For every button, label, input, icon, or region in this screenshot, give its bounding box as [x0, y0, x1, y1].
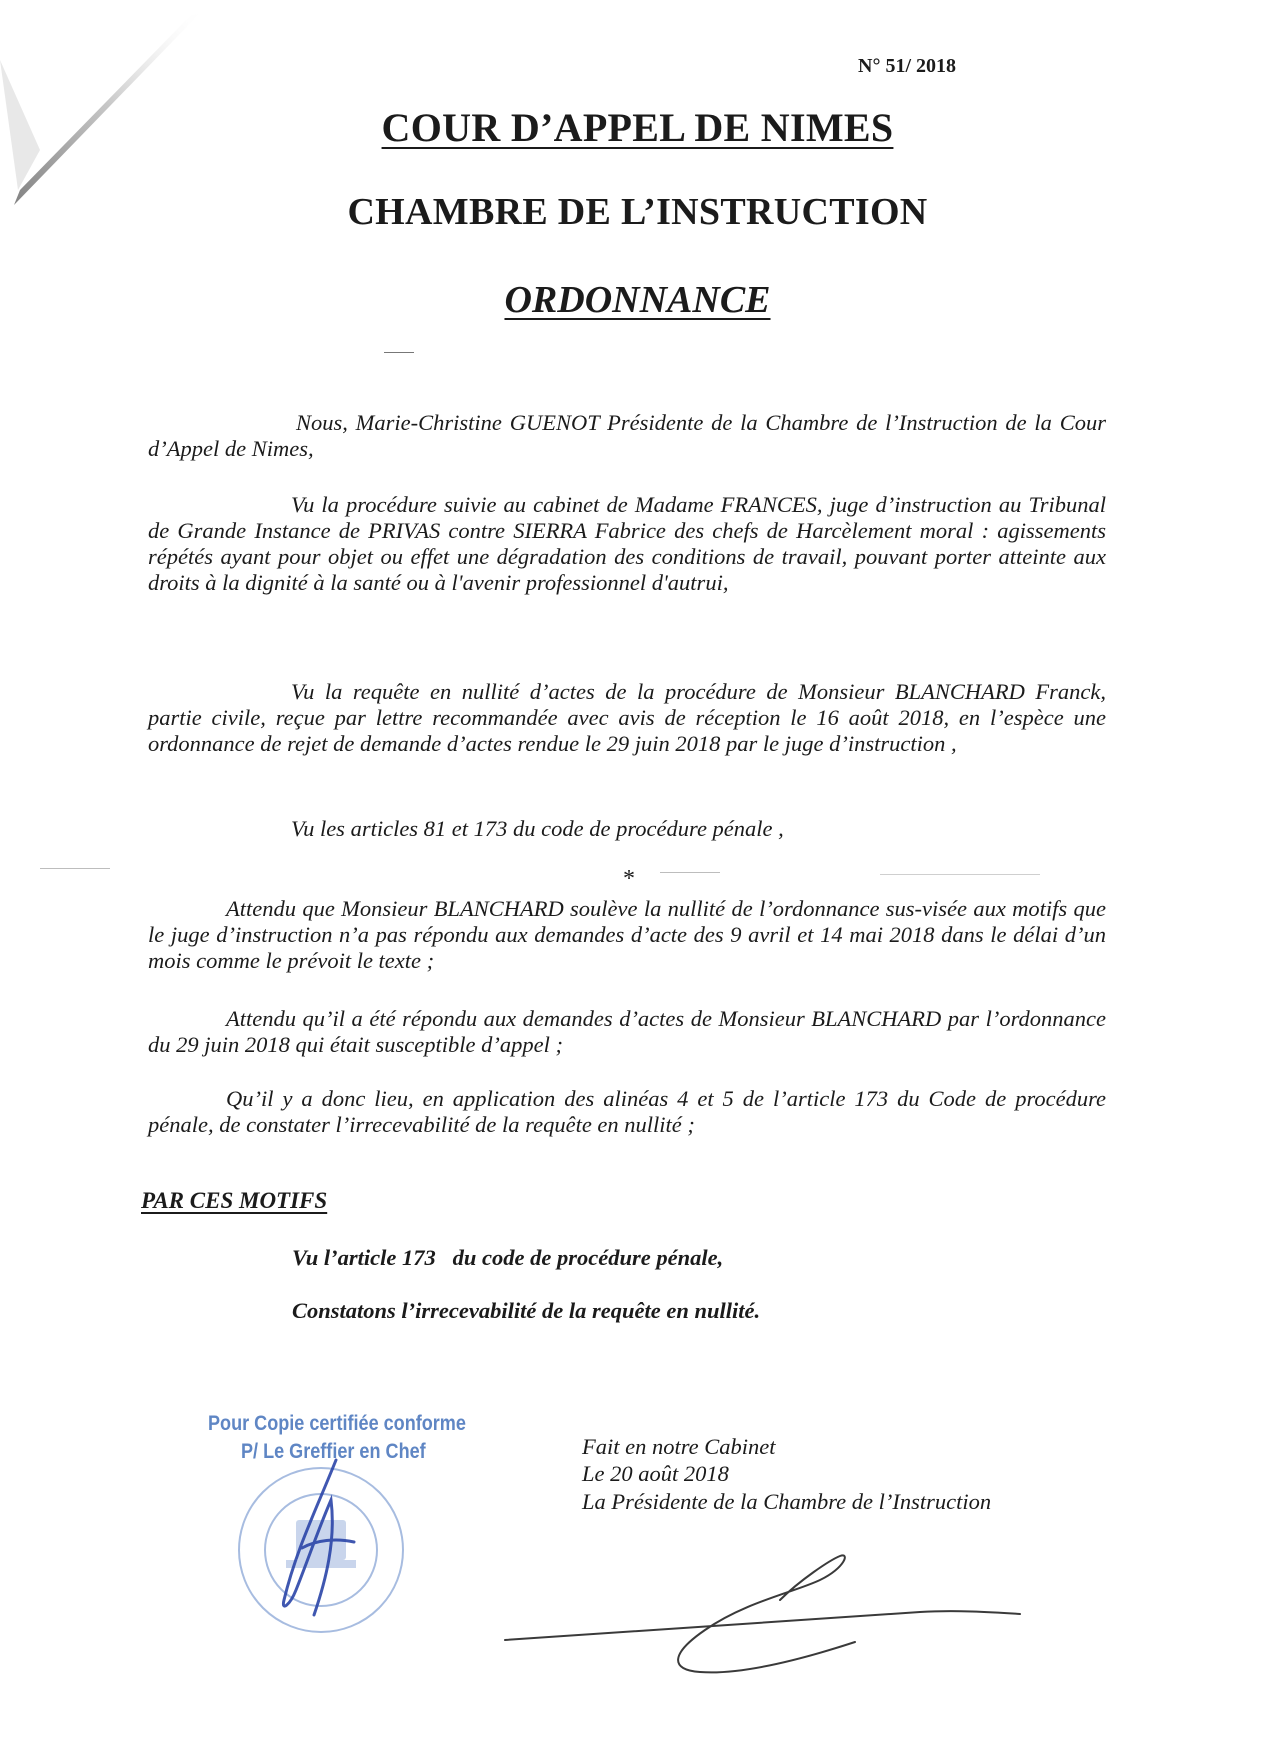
- paragraph-vu-requete: Vu la requête en nullité d’actes de la procédure de Monsieur BLANCHARD Franck, partie civile, reçue par lettre recommandée avec avis de réception le 16 août 2018, en l’espèce une ordonnance de rejet de demande d’actes rendue le 29 juin 2018 par le juge d’instruction ,: [148, 679, 1106, 756]
- paragraph-vu-articles: Vu les articles 81 et 173 du code de procédure pénale ,: [291, 816, 784, 841]
- paragraph-vu-procedure: Vu la procédure suivie au cabinet de Madame FRANCES, juge d’instruction au Tribunal de Grande Instance de PRIVAS contre SIERRA Fabrice des chefs de Harcèlement moral : agissements répétés ayant pour objet ou effet une dégradation des conditions de travail, pouvant porter atteinte aux droits à la dignité à la santé ou à l'avenir professionnel d'autrui,: [148, 492, 1106, 595]
- handwritten-signature-icon: [500, 1520, 1040, 1680]
- paragraph-attendu-repondu: Attendu qu’il a été répondu aux demandes d’actes de Monsieur BLANCHARD par l’ordonnance du 29 juin 2018 qui était susceptible d’appel ;: [148, 1006, 1106, 1057]
- chamber-title: CHAMBRE DE L’INSTRUCTION: [347, 191, 928, 233]
- dispositif-constatons: Constatons l’irrecevabilité de la requête en nullité.: [292, 1298, 761, 1323]
- section-separator: *: [623, 866, 635, 892]
- scan-noise-line: [880, 874, 1040, 875]
- signature-date: Le 20 août 2018: [582, 1461, 729, 1486]
- signature-place: Fait en notre Cabinet: [582, 1434, 776, 1459]
- dispositif-vu-article: Vu l’article 173 du code de procédure pénale,: [292, 1245, 724, 1270]
- par-ces-motifs-heading: PAR CES MOTIFS: [141, 1188, 328, 1213]
- court-seal-icon: [186, 1400, 496, 1650]
- stamp-copy-text: Pour Copie certifiée conforme: [208, 1412, 466, 1435]
- paragraph-nous: Nous, Marie-Christine GUENOT Présidente de la Chambre de l’Instruction de la Cour d’Appel de Nimes,: [148, 410, 1106, 461]
- scan-noise-line: [40, 868, 110, 869]
- paragraph-attendu-nullite: Attendu que Monsieur BLANCHARD soulève la nullité de l’ordonnance sus-visée aux motifs que le juge d’instruction n’a pas répondu aux demandes d’acte des 9 avril et 14 mai 2018 dans le délai d’un mois comme le prévoit le texte ;: [148, 896, 1106, 973]
- signatory-title: La Présidente de la Chambre de l’Instruction: [582, 1489, 992, 1514]
- stamp-greffier-text: P/ Le Greffier en Chef: [241, 1440, 426, 1463]
- court-title: COUR D’APPEL DE NIMES: [381, 105, 894, 150]
- document-type-title: ORDONNANCE: [504, 279, 771, 321]
- paragraph-qu-il-y-a-lieu: Qu’il y a donc lieu, en application des alinéas 4 et 5 de l’article 173 du Code de procédure pénale, de constater l’irrecevabilité de la requête en nullité ;: [148, 1086, 1106, 1137]
- document-number: N° 51/ 2018: [858, 55, 956, 77]
- certified-copy-stamp: [186, 1400, 496, 1650]
- scan-noise-line: [660, 872, 720, 873]
- title-divider: [384, 352, 414, 353]
